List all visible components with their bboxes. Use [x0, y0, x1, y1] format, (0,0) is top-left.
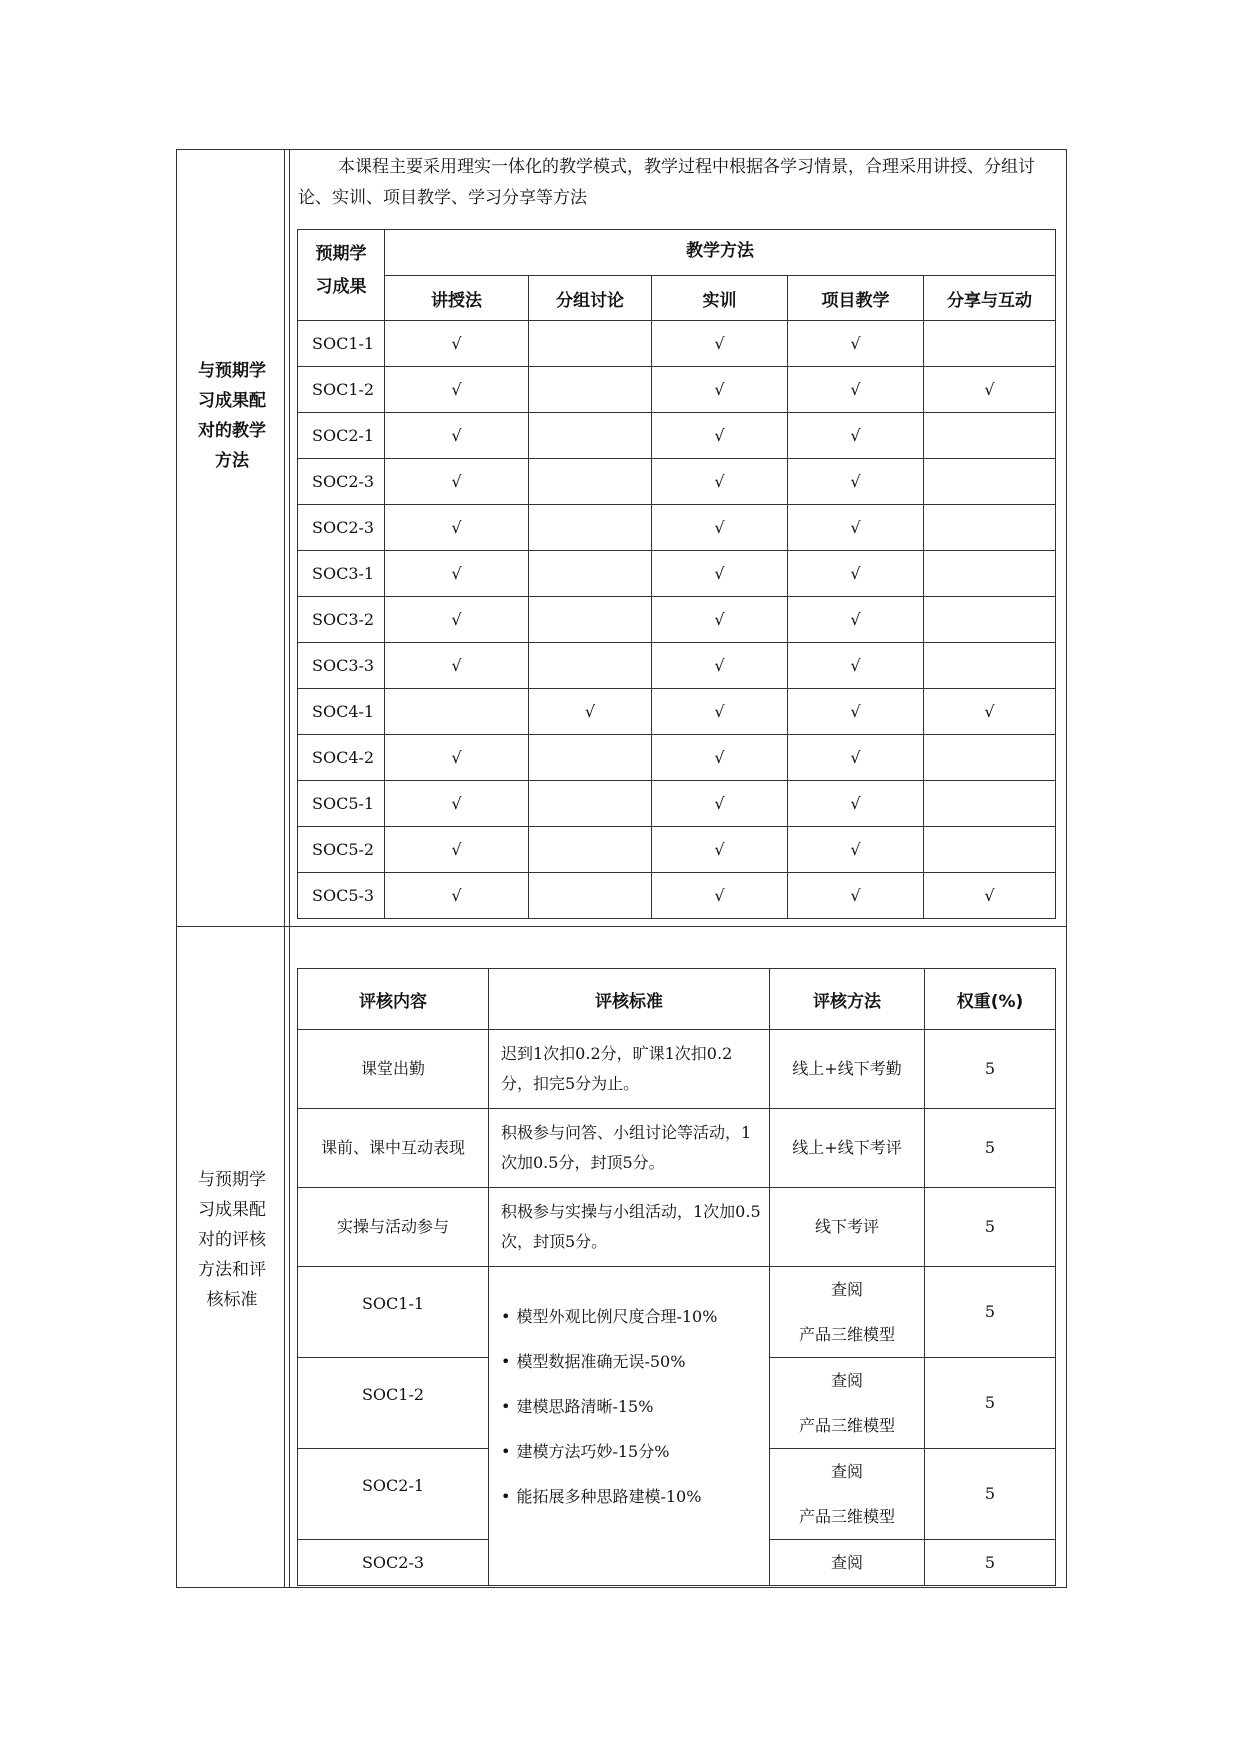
method-check-cell: √ [652, 873, 788, 919]
table-row [298, 1267, 1056, 1358]
method-check-cell [529, 321, 652, 367]
method-check-cell [529, 413, 652, 459]
method-line-2: 产品三维模型 [798, 1416, 895, 1435]
method-check-cell [924, 413, 1056, 459]
method-check-cell [529, 781, 652, 827]
method-check-cell: √ [788, 735, 924, 781]
method-line-2: 产品三维模型 [798, 1325, 895, 1344]
assessment-method-cell [770, 1540, 925, 1586]
table-row [298, 735, 1056, 781]
soc-cell: SOC3-3 [298, 643, 385, 689]
method-check-cell [529, 827, 652, 873]
assessment-header: 评核方法 [770, 969, 925, 1030]
method-check-cell: √ [385, 827, 529, 873]
method-check-cell [924, 827, 1056, 873]
assessment-header: 评核标准 [489, 969, 770, 1030]
method-check-cell: √ [788, 781, 924, 827]
method-check-cell: √ [385, 735, 529, 781]
assessment-header: 评核内容 [298, 969, 489, 1030]
method-check-cell [529, 873, 652, 919]
method-check-cell: √ [788, 689, 924, 735]
method-check-cell [529, 505, 652, 551]
method-check-cell: √ [924, 367, 1056, 413]
method-check-cell [924, 321, 1056, 367]
method-check-cell: √ [652, 689, 788, 735]
table-row [298, 551, 1056, 597]
method-check-cell: √ [788, 367, 924, 413]
method-check-cell: √ [788, 551, 924, 597]
method-check-cell [924, 505, 1056, 551]
assessment-method-cell: 线下考评 [770, 1188, 925, 1267]
soc-cell: SOC2-3 [298, 459, 385, 505]
section1-label-line-2: 习成果配 [198, 391, 266, 411]
table-row [298, 873, 1056, 919]
col-header-soc-line-2: 习成果 [315, 277, 367, 297]
method-check-cell: √ [385, 413, 529, 459]
table-row [298, 597, 1056, 643]
method-check-cell [924, 735, 1056, 781]
method-check-cell: √ [652, 413, 788, 459]
table-row [298, 321, 1056, 367]
list-item: • 建模方法巧妙-15分% [501, 1429, 769, 1474]
method-check-cell [924, 459, 1056, 505]
soc-cell: SOC2-3 [298, 505, 385, 551]
list-item: • 建模思路清晰-15% [501, 1384, 769, 1429]
method-check-cell [529, 551, 652, 597]
method-check-cell: √ [788, 643, 924, 689]
col-header-soc [298, 230, 385, 321]
col-header-soc-line-1: 预期学 [315, 244, 367, 264]
assessment-standard-cell: 积极参与实操与小组活动，1次加0.5次，封顶5分。 [489, 1188, 770, 1267]
method-header: 实训 [652, 276, 788, 321]
assessment-content-cell: 实操与活动参与 [298, 1188, 489, 1267]
assessment-method-cell [770, 1449, 925, 1540]
list-item: • 模型数据准确无误-50% [501, 1339, 769, 1384]
section2-label [180, 1165, 284, 1315]
assessment-content-cell: 课堂出勤 [298, 1030, 489, 1109]
assessment-standard-cell: 积极参与问答、小组讨论等活动，1次加0.5分，封顶5分。 [489, 1109, 770, 1188]
assessment-table [297, 968, 1056, 1586]
table-row [298, 1030, 1056, 1109]
assessment-weight-cell: 5 [925, 1109, 1056, 1188]
assessment-content-cell: 课前、课中互动表现 [298, 1109, 489, 1188]
method-check-cell: √ [652, 781, 788, 827]
assessment-method-cell: 线上+线下考勤 [770, 1030, 925, 1109]
method-line-1: 查阅 [830, 1553, 863, 1572]
method-check-cell: √ [385, 459, 529, 505]
method-check-cell: √ [652, 551, 788, 597]
method-check-cell [385, 689, 529, 735]
section2-label-line-2: 习成果配 [198, 1200, 266, 1220]
teaching-method-table [297, 229, 1056, 919]
method-check-cell: √ [529, 689, 652, 735]
method-check-cell: √ [385, 781, 529, 827]
method-check-cell: √ [788, 597, 924, 643]
soc-cell: SOC1-1 [298, 321, 385, 367]
assessment-content-cell: SOC1-1 [298, 1267, 489, 1358]
method-check-cell: √ [652, 827, 788, 873]
method-check-cell [924, 781, 1056, 827]
section2-label-line-5: 核标准 [206, 1290, 258, 1310]
assessment-weight-cell: 5 [925, 1358, 1056, 1449]
method-check-cell [924, 551, 1056, 597]
table-row [298, 459, 1056, 505]
method-check-cell: √ [652, 735, 788, 781]
method-check-cell [529, 643, 652, 689]
method-check-cell: √ [788, 873, 924, 919]
list-item: • 模型外观比例尺度合理-10% [501, 1294, 769, 1339]
method-check-cell: √ [788, 459, 924, 505]
assessment-weight-cell: 5 [925, 1449, 1056, 1540]
list-item: • 能拓展多种思路建模-10% [501, 1474, 769, 1519]
soc-cell: SOC5-2 [298, 827, 385, 873]
assessment-method-cell [770, 1267, 925, 1358]
assessment-weight-cell: 5 [925, 1030, 1056, 1109]
method-check-cell: √ [385, 505, 529, 551]
method-check-cell: √ [924, 873, 1056, 919]
assessment-content-cell: SOC2-3 [298, 1540, 489, 1586]
method-header: 分享与互动 [924, 276, 1056, 321]
assessment-method-cell: 线上+线下考评 [770, 1109, 925, 1188]
method-check-cell: √ [385, 551, 529, 597]
method-check-cell: √ [788, 413, 924, 459]
method-check-cell: √ [652, 321, 788, 367]
method-check-cell: √ [385, 643, 529, 689]
soc-cell: SOC4-2 [298, 735, 385, 781]
soc-cell: SOC3-1 [298, 551, 385, 597]
standard-bullet-list [501, 1294, 769, 1519]
section1-label [180, 356, 284, 476]
section2-label-line-4: 方法和评 [198, 1260, 266, 1280]
method-line-1: 查阅 [830, 1280, 863, 1299]
method-check-cell: √ [385, 873, 529, 919]
table-row [298, 1109, 1056, 1188]
method-check-cell: √ [788, 505, 924, 551]
table-row [298, 643, 1056, 689]
section-separator [176, 926, 1067, 927]
method-check-cell: √ [652, 643, 788, 689]
table-row [298, 505, 1056, 551]
method-line-1: 查阅 [830, 1462, 863, 1481]
assessment-weight-cell: 5 [925, 1267, 1056, 1358]
assessment-method-cell [770, 1358, 925, 1449]
method-check-cell: √ [788, 827, 924, 873]
method-line-1: 查阅 [830, 1371, 863, 1390]
assessment-standard-cell: 迟到1次扣0.2分，旷课1次扣0.2分，扣完5分为止。 [489, 1030, 770, 1109]
soc-cell: SOC3-2 [298, 597, 385, 643]
table-row [298, 689, 1056, 735]
method-check-cell: √ [652, 597, 788, 643]
method-header: 分组讨论 [529, 276, 652, 321]
table-row [298, 827, 1056, 873]
method-line-2: 产品三维模型 [798, 1507, 895, 1526]
soc-cell: SOC1-2 [298, 367, 385, 413]
table-row [298, 781, 1056, 827]
assessment-header: 权重(%) [925, 969, 1056, 1030]
method-check-cell: √ [652, 505, 788, 551]
section1-label-line-3: 对的教学 [198, 421, 266, 441]
table-row [298, 1188, 1056, 1267]
label-column-divider [284, 149, 285, 1588]
method-check-cell: √ [385, 597, 529, 643]
assessment-content-cell: SOC1-2 [298, 1358, 489, 1449]
method-check-cell [924, 643, 1056, 689]
soc-cell: SOC4-1 [298, 689, 385, 735]
method-check-cell: √ [652, 367, 788, 413]
method-check-cell [529, 367, 652, 413]
soc-cell: SOC5-3 [298, 873, 385, 919]
soc-cell: SOC5-1 [298, 781, 385, 827]
method-check-cell: √ [385, 367, 529, 413]
method-check-cell [529, 459, 652, 505]
section1-label-line-1: 与预期学 [198, 361, 266, 381]
method-check-cell: √ [652, 459, 788, 505]
method-check-cell [529, 597, 652, 643]
method-header: 讲授法 [385, 276, 529, 321]
assessment-weight-cell: 5 [925, 1540, 1056, 1586]
method-check-cell: √ [385, 321, 529, 367]
section1-label-line-4: 方法 [215, 451, 249, 471]
section1-intro: 本课程主要采用理实一体化的教学模式，教学过程中根据各学习情景，合理采用讲授、分组讨论、实训、项目教学、学习分享等方法 [298, 157, 1035, 208]
assessment-weight-cell: 5 [925, 1188, 1056, 1267]
method-check-cell [924, 597, 1056, 643]
group-header-teaching-method: 教学方法 [385, 230, 1056, 276]
method-check-cell: √ [924, 689, 1056, 735]
assessment-content-cell: SOC2-1 [298, 1449, 489, 1540]
table-row [298, 367, 1056, 413]
method-check-cell: √ [788, 321, 924, 367]
section2-label-line-1: 与预期学 [198, 1170, 266, 1190]
label-column-divider-inner [289, 149, 290, 1588]
shared-standard-cell [489, 1267, 770, 1586]
soc-cell: SOC2-1 [298, 413, 385, 459]
method-check-cell [529, 735, 652, 781]
table-row [298, 413, 1056, 459]
section2-label-line-3: 对的评核 [198, 1230, 266, 1250]
method-header: 项目教学 [788, 276, 924, 321]
